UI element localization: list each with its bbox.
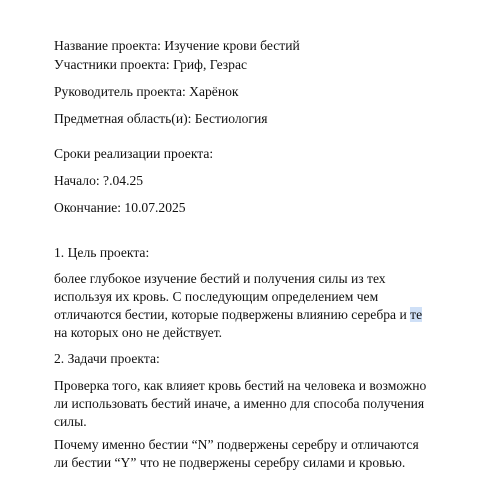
participants-line: Участники проекта: Гриф, Гезрас [54, 57, 248, 72]
tasks-heading: 2. Задачи проекта: [54, 351, 160, 366]
supervisor-line: Руководитель проекта: Харёнок [54, 84, 239, 99]
tasks-text-line: Проверка того, как влияет кровь бестий на человека и возможно [54, 378, 427, 393]
goal-text-line [54, 306, 422, 324]
text-selection-highlight[interactable]: те [410, 307, 423, 322]
tasks-text-line: ли бестии “Y” что не подвержены серебру силами и кровью. [54, 455, 406, 470]
goal-text-line: используя их кровь. С последующим определением чем [54, 289, 379, 304]
goal-heading: 1. Цель проекта: [54, 245, 150, 260]
start-date-line: Начало: ?.04.25 [54, 173, 144, 188]
tasks-text-line: силы. [54, 414, 87, 429]
goal-text-line: более глубокое изучение бестий и получения силы из тех [54, 271, 386, 286]
timeline-heading: Сроки реализации проекта: [54, 146, 214, 161]
goal-text-segment: отличаются бестии, которые подвержены влиянию серебра и [54, 307, 407, 322]
project-name-line: Название проекта: Изучение крови бестий [54, 38, 300, 53]
tasks-text-line: ли использовать бестий иначе, а именно для способа получения [54, 396, 425, 411]
goal-text-line: на которых оно не действует. [54, 325, 223, 340]
subject-area-line: Предметная область(и): Бестиология [54, 111, 268, 126]
end-date-line: Окончание: 10.07.2025 [54, 200, 186, 215]
tasks-text-line: Почему именно бестии “N” подвержены серебру и отличаются [54, 437, 419, 452]
